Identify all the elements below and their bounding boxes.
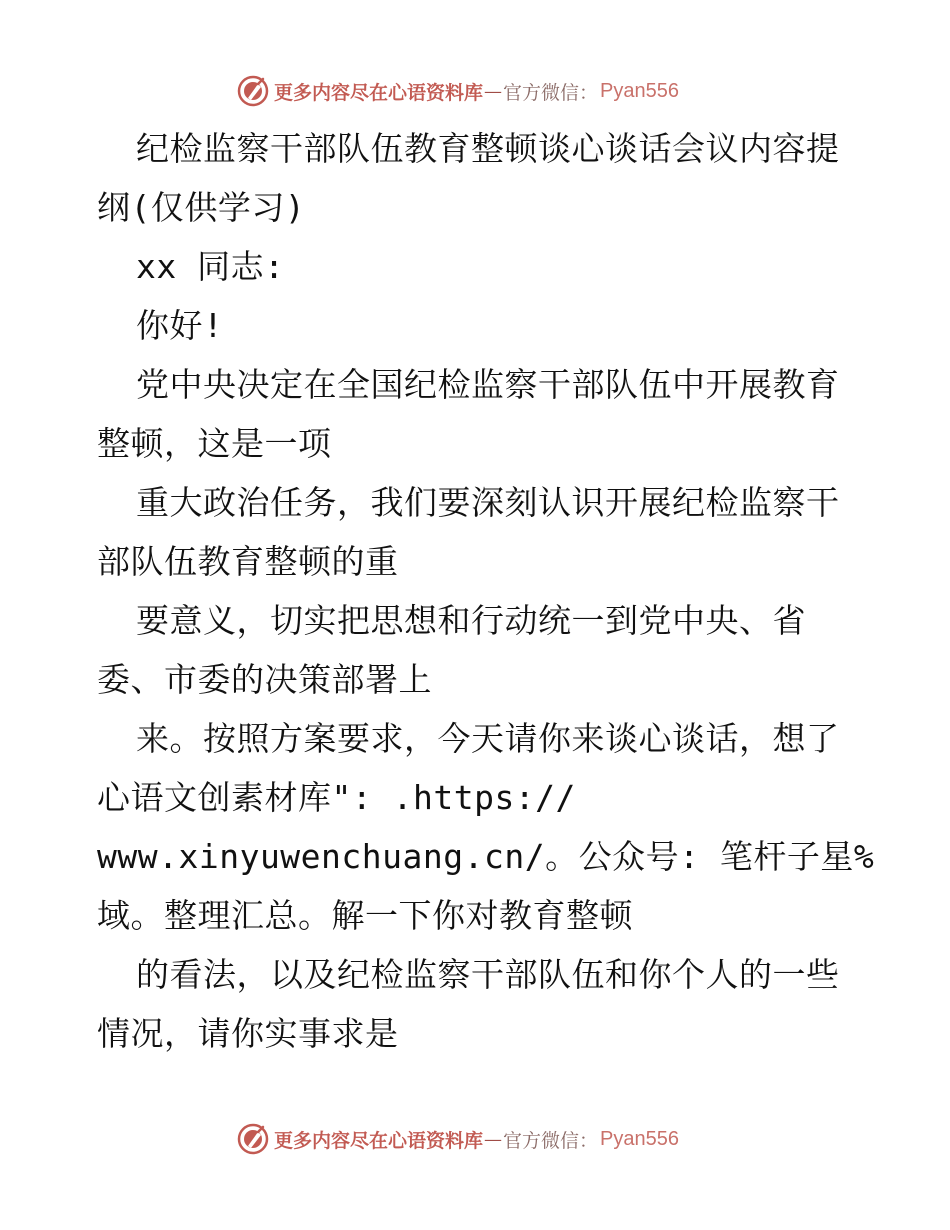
banner-dash: —	[484, 80, 503, 102]
pen-nib-circle-icon	[236, 74, 270, 108]
text-line: 委、市委的决策部署上	[97, 660, 432, 699]
text-line: 来。按照方案要求，今天请你来谈心谈话，想了	[136, 719, 840, 758]
banner-brand-text: 更多内容尽在心语资料库	[274, 1129, 484, 1152]
text-line: 部队伍教育整顿的重	[97, 542, 399, 581]
text-line: 要意义，切实把思想和行动统一到党中央、省	[136, 601, 806, 640]
banner-wechat-id: Pyan556	[600, 1127, 679, 1150]
text-line: 整顿，这是一项	[97, 424, 332, 463]
header-watermark-banner	[236, 73, 679, 109]
text-line: 重大政治任务，我们要深刻认识开展纪检监察干	[136, 483, 840, 522]
banner-official-label: 官方微信：	[503, 1129, 599, 1152]
text-line: 你好!	[136, 306, 224, 345]
text-line: xx 同志:	[136, 247, 285, 286]
footer-watermark-banner	[236, 1121, 679, 1157]
banner-brand-text: 更多内容尽在心语资料库	[274, 81, 484, 104]
banner-wechat-id: Pyan556	[600, 79, 679, 102]
banner-dash: —	[484, 1128, 503, 1150]
pen-nib-circle-icon	[236, 1122, 270, 1156]
text-line: 党中央决定在全国纪检监察干部队伍中开展教育	[136, 365, 840, 404]
text-line: 情况，请你实事求是	[97, 1014, 399, 1053]
text-line: 的看法，以及纪检监察干部队伍和你个人的一些	[136, 955, 840, 994]
text-line: 纲(仅供学习)	[97, 188, 306, 227]
text-line: 心语文创素材库": .https://	[97, 778, 576, 817]
text-line: 纪检监察干部队伍教育整顿谈心谈话会议内容提	[136, 129, 840, 168]
text-line: www.xinyuwenchuang.cn/。公众号: 笔杆子星%	[97, 837, 875, 876]
document-body	[97, 119, 875, 1063]
text-line: 域。整理汇总。解一下你对教育整顿	[97, 896, 633, 935]
banner-official-label: 官方微信：	[503, 81, 599, 104]
